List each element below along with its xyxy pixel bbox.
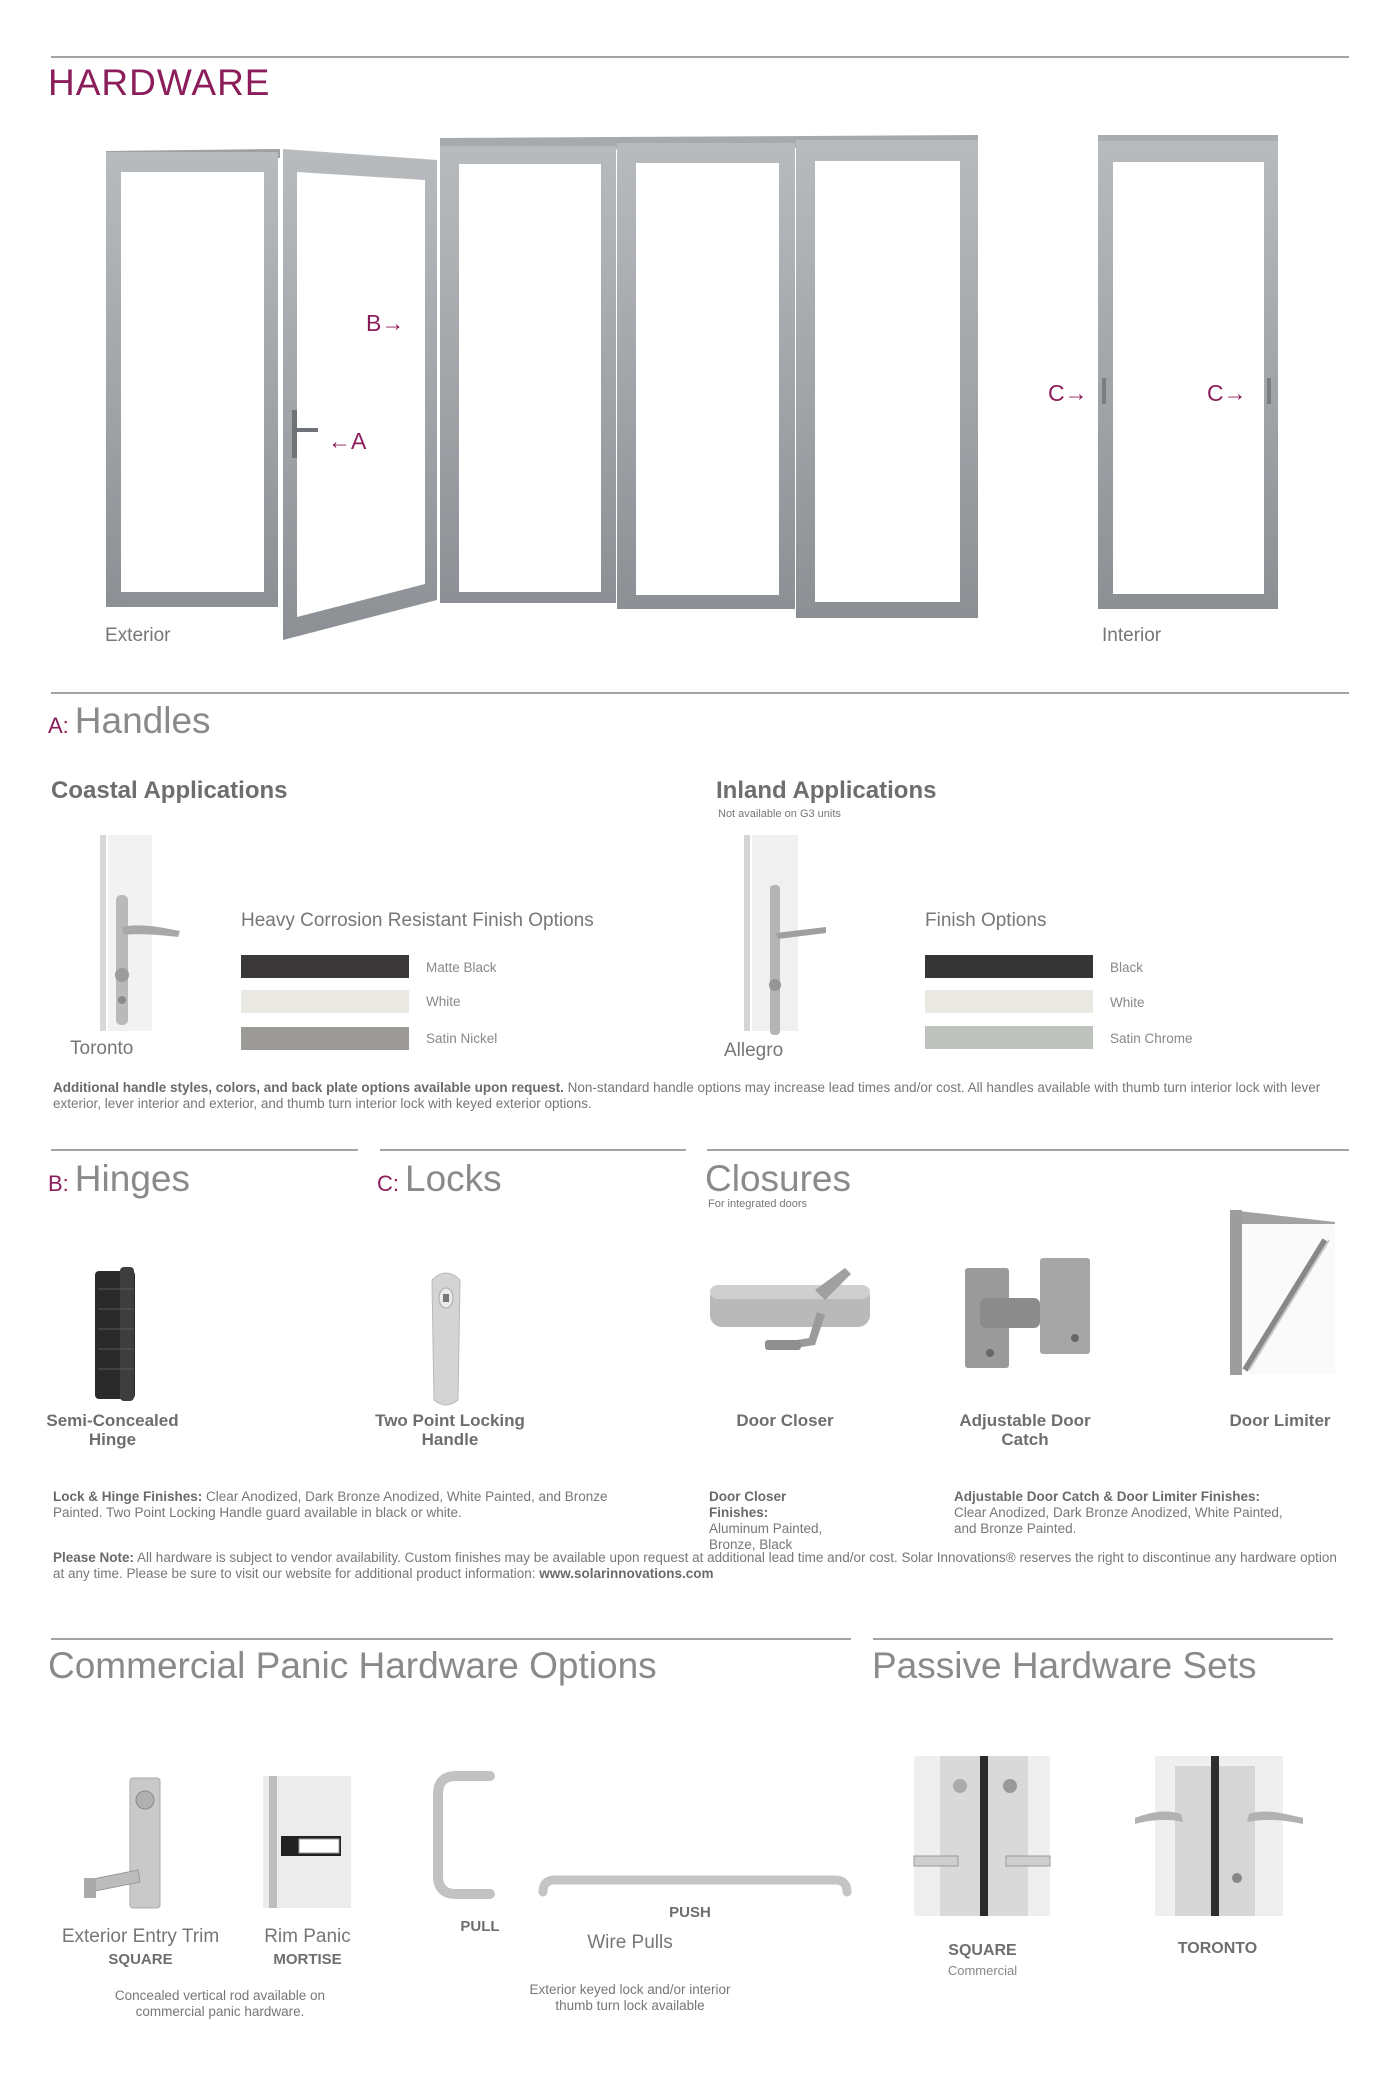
pull-label: PULL (460, 1918, 500, 1935)
passive-toronto-image (1135, 1756, 1305, 1921)
toronto-handle-image (70, 835, 170, 1035)
catch-limiter-finishes (954, 1489, 1304, 1537)
rim-panic-label: Rim Panic (264, 1926, 351, 1947)
door-catch-image (960, 1258, 1100, 1378)
callout-b: B→ (366, 310, 405, 336)
folding-door-diagram (0, 0, 1400, 520)
closures-subtitle: For integrated doors (708, 1198, 808, 1210)
door-panels-folded (440, 140, 978, 618)
concealed-note: Concealed vertical rod available on commercial panic hardware. (114, 1988, 326, 2019)
swatch-white-inland (925, 990, 1093, 1013)
hinges-heading (48, 1158, 190, 1200)
coastal-title: Coastal Applications (51, 777, 288, 804)
closures-rule (707, 1149, 1349, 1151)
lock-caption: Two Point Locking Handle (375, 1411, 525, 1449)
inland-finish-title: Finish Options (925, 910, 1047, 931)
catch-limiter-finishes-text: Clear Anodized, Dark Bronze Anodized, White Painted, and Bronze Painted. (954, 1505, 1283, 1536)
swatch-white-label: White (426, 994, 461, 1009)
swatch-matte-black (241, 955, 409, 978)
passive-square-image (914, 1756, 1054, 1921)
swatch-black-label: Black (1110, 960, 1144, 975)
allegro-handle-image (730, 835, 830, 1035)
handles-title: Handles (74, 700, 211, 741)
swatch-satin-chrome (925, 1026, 1093, 1049)
catch-limiter-finishes-bold: Adjustable Door Catch & Door Limiter Finishes: (954, 1489, 1261, 1504)
door-closer-finishes-bold: Door Closer Finishes: (709, 1489, 787, 1520)
lock-hinge-finishes-bold: Lock & Hinge Finishes: (53, 1489, 203, 1504)
hinge-caption: Semi-Concealed Hinge (46, 1411, 179, 1449)
please-note-text: All hardware is subject to vendor availability. Custom finishes may be available upon request at additional lead time and/or cost. Solar Innovations® reserves the right to discontinue any hardware option at any time. Please be sure to visit our website for additional product information: (53, 1550, 1337, 1581)
locks-rule (380, 1149, 686, 1151)
handles-note (53, 1080, 1343, 1112)
swatch-white (241, 990, 409, 1013)
locks-title: Locks (405, 1158, 502, 1199)
hinges-rule (51, 1149, 358, 1151)
inland-subtitle: Not available on G3 units (718, 808, 841, 820)
passive-rule (873, 1638, 1333, 1640)
page-title: HARDWARE (48, 62, 271, 103)
push-label: PUSH (669, 1904, 711, 1921)
door-catch-caption: Adjustable Door Catch (959, 1411, 1091, 1449)
entry-trim-label: Exterior Entry Trim (61, 1926, 220, 1947)
passive-square-label: SQUARE (948, 1942, 1017, 1959)
website-link[interactable]: www.solarinnovations.com (539, 1566, 714, 1581)
please-note-bold: Please Note: (53, 1550, 135, 1565)
handles-note-rest: Non-standard handle options may increase lead times and/or cost. All handles available with thumb turn interior lock with lever exterior, lever interior and exterior, and thumb turn interior lock with keyed exterior options. (53, 1080, 1321, 1111)
callout-c-left: C→ (1048, 380, 1088, 406)
swatch-satin-nickel-label: Satin Nickel (426, 1031, 498, 1046)
coastal-finish-title: Heavy Corrosion Resistant Finish Options (241, 910, 594, 931)
hinges-title: Hinges (74, 1158, 190, 1199)
door-closer-finishes-text: Aluminum Painted, Bronze, Black (709, 1521, 823, 1552)
entry-trim-image (80, 1770, 190, 1920)
callout-a: ←A (328, 428, 367, 454)
door-closer-caption: Door Closer (736, 1411, 834, 1430)
handles-heading (48, 700, 211, 742)
swatch-satin-chrome-label: Satin Chrome (1110, 1031, 1193, 1046)
panic-rule (51, 1638, 851, 1640)
panic-title: Commercial Panic Hardware Options (48, 1645, 657, 1686)
handles-letter: A: (48, 713, 69, 738)
hinge-image (90, 1265, 150, 1405)
handles-note-bold: Additional handle styles, colors, and back plate options available upon request. (53, 1080, 564, 1095)
swatch-matte-black-label: Matte Black (426, 960, 497, 975)
passive-toronto-label: TORONTO (1177, 1940, 1258, 1957)
please-note (53, 1550, 1343, 1582)
locks-letter: C: (377, 1171, 399, 1196)
door-limiter-image (1225, 1210, 1345, 1380)
swatch-satin-nickel (241, 1027, 409, 1050)
label-interior: Interior (1102, 625, 1162, 646)
inland-title: Inland Applications (716, 777, 937, 804)
push-bar-image (535, 1872, 855, 1902)
callout-c-right: C→ (1207, 380, 1247, 406)
lock-handle-image (418, 1270, 478, 1410)
passive-title: Passive Hardware Sets (872, 1645, 1257, 1686)
coastal-product: Toronto (70, 1038, 134, 1059)
wire-pulls-label: Wire Pulls (587, 1932, 673, 1953)
door-limiter-caption: Door Limiter (1229, 1411, 1331, 1430)
inland-product: Allegro (724, 1040, 784, 1061)
label-exterior: Exterior (105, 625, 171, 646)
hinges-letter: B: (48, 1171, 69, 1196)
rim-panic-type: MORTISE (273, 1951, 342, 1968)
door-closer-image (705, 1270, 875, 1370)
swatch-white-inland-label: White (1110, 995, 1145, 1010)
swatch-black (925, 955, 1093, 978)
locks-heading (377, 1158, 502, 1200)
lock-hinge-finishes-text: Clear Anodized, Dark Bronze Anodized, White Painted, and Bronze Painted. Two Point Locking Handle guard available in black or white. (53, 1489, 608, 1520)
closures-title: Closures (705, 1158, 851, 1199)
door-closer-finishes (709, 1489, 839, 1553)
passive-square-sub: Commercial (947, 1963, 1018, 1978)
lock-hinge-finishes (53, 1489, 653, 1521)
pull-handle-image (432, 1768, 512, 1908)
wire-pulls-note: Exterior keyed lock and/or interior thumb turn lock available (529, 1982, 731, 2013)
rim-panic-image (263, 1776, 353, 1911)
entry-trim-type: SQUARE (108, 1951, 173, 1968)
handles-rule (51, 692, 1349, 694)
